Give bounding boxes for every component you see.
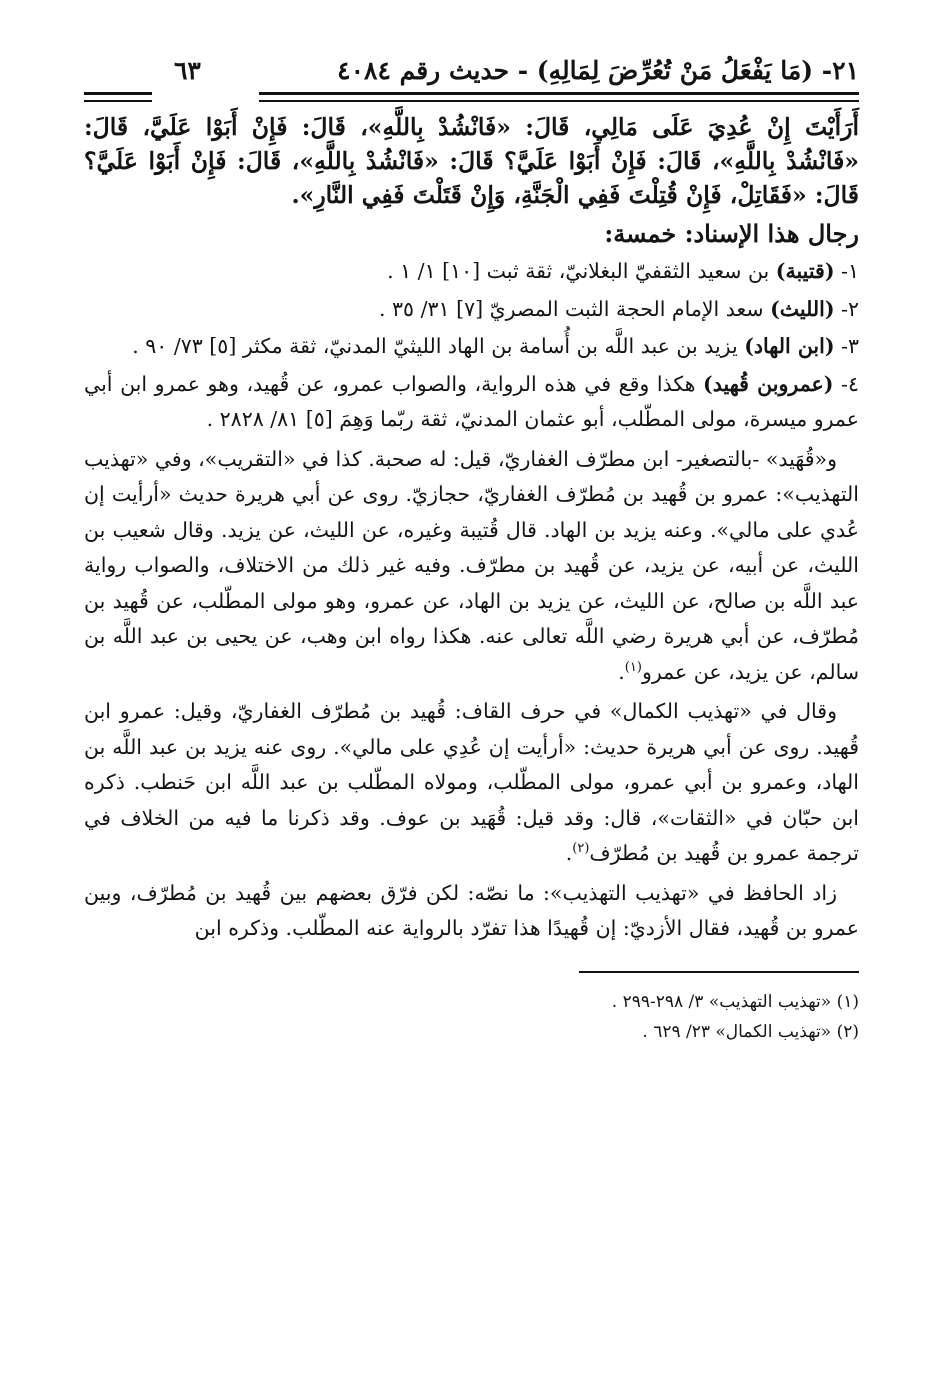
narrator-name: (ابن الهاد) xyxy=(744,334,835,358)
hadith-text: أَرَأَيْتَ إِنْ عُدِيَ عَلَى مَالِي، قَالَ: «فَانْشُدْ بِاللَّهِ»، قَالَ: فَإِنْ أَبَوْا عَلَيَّ، قَالَ: «فَانْشُدْ بِاللَّهِ»، قَالَ: فَإِنْ أَبَوْا عَلَيَّ؟ قَالَ: «فَانْشُدْ بِاللَّهِ»، قَالَ: فَإِنْ أَبَوْا عَلَيَّ؟ قَالَ: «فَقَاتِلْ، فَإِنْ قُتِلْتَ فَفِي الْجَنَّةِ، وَإِنْ قَتَلْتَ فَفِي النَّارِ». xyxy=(84,113,859,209)
narrator-name: (الليث) xyxy=(770,296,835,321)
commentary-paragraph: زاد الحافظ في «تهذيب التهذيب»: ما نصّه: لكن فرّق بعضهم بين قُهيد بن مُطرّف، وبين عمرو بن قُهيد، فقال الأزديّ: إن قُهيدًا هذا تفرّد بالرواية عنه المطّلب. وذكره ابن xyxy=(84,880,859,940)
narrator-item: ١- (قتيبة) بن سعيد الثقفيّ البغلانيّ، ثقة ثبت [١٠] ١/ ١ . xyxy=(387,259,859,283)
header-rule-thin xyxy=(259,100,859,102)
chapter-title: ٢١- (مَا يَفْعَلُ مَنْ تُعُرِّضَ لِمَالِهِ) - حديث رقم ٤٠٨٤ xyxy=(337,56,859,85)
narrator-item: ٤- (عمروبن قُهيد) هكذا وقع في هذه الرواية، والصواب عمرو، عن قُهيد، وهو عمرو ابن أبي عمرو ميسرة، مولى المطّلب، أبو عثمان المدنيّ، ثقة ربّما وَهِمَ [٥] ٨١/ ٢٨٢٨ . xyxy=(84,371,859,431)
footnotes xyxy=(84,987,859,1047)
narrator-item: ٣- (ابن الهاد) يزيد بن عبد اللَّه بن أُسامة بن الهاد الليثيّ المدنيّ، ثقة مكثر [٥] ٧٣/ ٩٠ . xyxy=(132,334,859,358)
header-rule-thick xyxy=(259,92,859,95)
page-number-rule-thin xyxy=(84,100,152,102)
footnote-separator xyxy=(579,971,859,973)
narrator-name: (عمروبن قُهيد) xyxy=(703,371,834,396)
commentary-paragraph: وقال في «تهذيب الكمال» في حرف القاف: قُهيد بن مُطرّف الغفاريّ، وقيل: عمرو ابن قُهيد. روى عن أبي هريرة حديث: «أرأيت إن عُدِي على مالي». روى عنه يزيد بن عبد اللَّه بن الهاد، وعمرو بن أبي عمرو، مولى المطّلب، ومولاه المطّلب بن عبد اللَّه ابن حَنطب. ذكره ابن حبّان في «الثقات»، قال: وقد قيل: قُهَيد بن عوف. وقد ذكرنا ما فيه من الخلاف في ترجمة عمرو بن قُهيد بن مُطرّف$^{(٢)}$. xyxy=(84,699,859,865)
page-number-rule-thick xyxy=(84,92,152,95)
footnote: (١) «تهذيب التهذيب» ٣/ ٢٩٨-٢٩٩ . xyxy=(611,991,859,1012)
narrators-heading: رجال هذا الإسناد: خمسة: xyxy=(604,219,859,248)
footnote-ref: (١) xyxy=(624,659,642,675)
footnote: (٢) «تهذيب الكمال» ٢٣/ ٦٢٩ . xyxy=(642,1021,859,1042)
header-rules xyxy=(84,88,859,108)
commentary-paragraph: و«قُهَيد» -بالتصغير- ابن مطرّف الغفاريّ، قيل: له صحبة. كذا في «التقريب»، وفي «تهذيب التهذيب»: عمرو بن قُهيد بن مُطرّف الغفاريّ، حجازيّ. روى عن أبي هريرة حديث «أرأيت إن عُدي على مالي». وعنه يزيد بن الهاد. قال قُتيبة وغيره، عن الليث، عن يزيد. وقال شعيب بن الليث، عن أبيه، عن يزيد، عن قُهيد بن مطرّف. وفيه غير ذلك من الاختلاف، والصواب رواية عبد اللَّه بن صالح، عن الليث، عن يزيد بن الهاد، عن عمرو، وهو مولى المطّلب، عن قُهيد بن مُطرّف، عن أبي هريرة رضي اللَّه تعالى عنه. هكذا رواه ابن وهب، عن يحيى بن عبد اللَّه بن سالم، عن يزيد، عن عمرو$^{(١)}$. xyxy=(84,446,859,684)
page-number: ٦٣ xyxy=(174,56,201,85)
footnote-ref: (٢) xyxy=(572,841,590,857)
narrator-item: ٢- (الليث) سعد الإمام الحجة الثبت المصريّ [٧] ٣١/ ٣٥ . xyxy=(379,296,859,321)
narrator-name: (قتيبة) xyxy=(775,259,835,283)
book-page xyxy=(84,54,859,1047)
running-header xyxy=(84,54,859,88)
